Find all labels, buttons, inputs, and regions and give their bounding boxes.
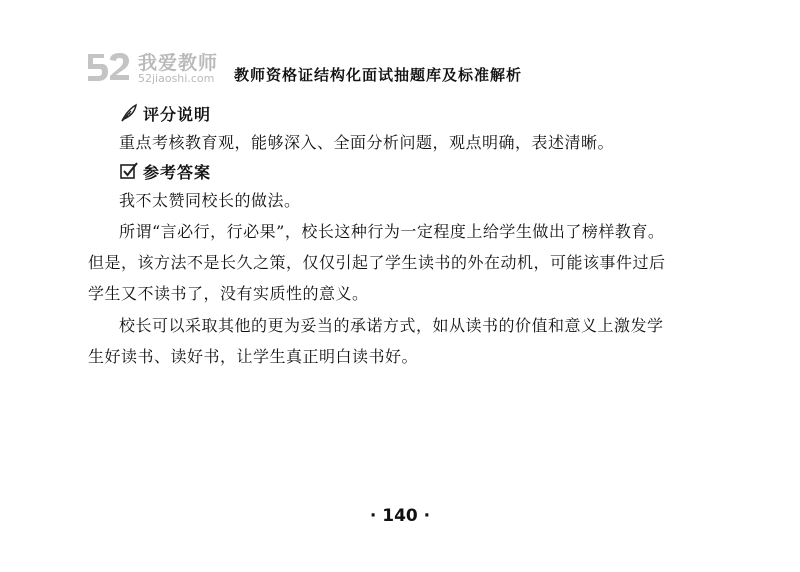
answer-heading <box>119 160 211 182</box>
book-title: 教师资格证结构化面试抽题库及标准解析 <box>234 66 523 84</box>
answer-heading-label: 参考答案 <box>143 162 212 182</box>
answer-line: 生好读书、读好书，让学生真正明白读书好。 <box>88 347 419 366</box>
scoring-heading <box>119 102 211 124</box>
logo-name: 我爱教师 <box>138 52 219 74</box>
page-number: · 140 · <box>369 506 431 526</box>
checkbox-icon <box>119 161 139 181</box>
feather-icon <box>119 103 139 123</box>
scoring-text: 重点考核教育观，能够深入、全面分析问题，观点明确，表述清晰。 <box>119 133 615 152</box>
answer-line: 学生又不读书了，没有实质性的意义。 <box>88 284 369 303</box>
page-header <box>84 44 704 90</box>
answer-line: 但是，该方法不是长久之策，仅仅引起了学生读书的外在动机，可能该事件过后 <box>88 253 666 272</box>
answer-line: 所谓“言必行，行必果”，校长这种行为一定程度上给学生做出了榜样教育。 <box>119 222 665 241</box>
logo-domain: 52jiaoshi.com <box>138 72 215 85</box>
logo-52-mark-icon <box>84 48 132 86</box>
answer-line: 我不太赞同校长的做法。 <box>119 191 301 210</box>
scoring-heading-label: 评分说明 <box>143 104 212 124</box>
site-logo <box>84 44 224 90</box>
answer-line: 校长可以采取其他的更为妥当的承诺方式，如从读书的价值和意义上激发学 <box>119 316 664 335</box>
